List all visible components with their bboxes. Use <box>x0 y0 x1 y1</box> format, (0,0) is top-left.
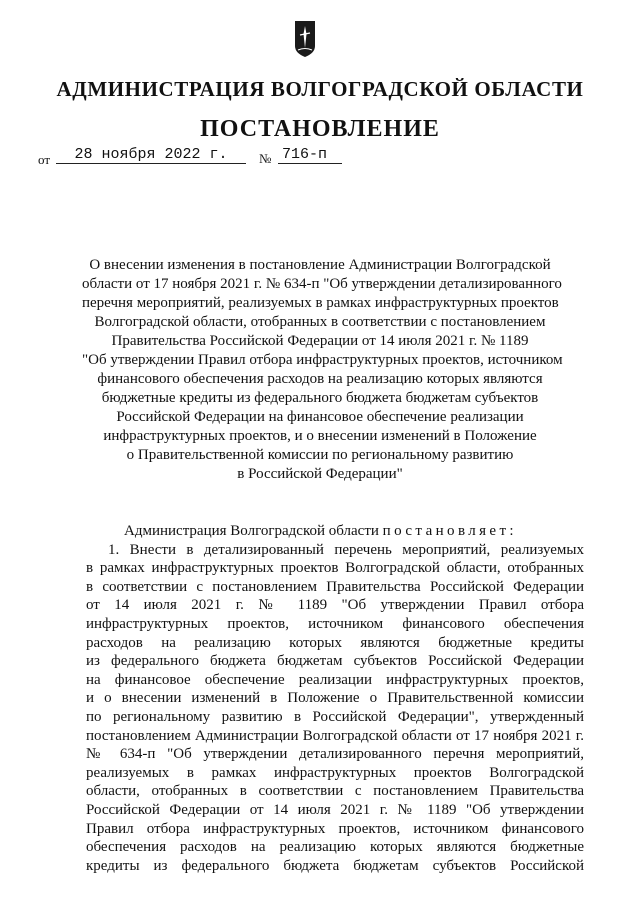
paragraph-line: области, отобранных в соответствии с постановлением Правительства <box>86 783 584 800</box>
date-number-line <box>38 146 338 170</box>
paragraph-line: Правил отбора инфраструктурных проектов, источником финансового <box>86 820 584 837</box>
document-date: 28 ноября 2022 г. <box>56 146 246 164</box>
subject-line: о Правительственной комиссии по региональному развитию <box>126 447 514 463</box>
paragraph-line: 1. Внести в детализированный перечень мероприятий, реализуемых <box>108 541 584 558</box>
subject-line: Волгоградской области, отобранных в соответствии с постановлением <box>94 314 546 330</box>
subject-line: "Об утверждении Правил отбора инфраструктурных проектов, источником <box>82 352 563 368</box>
paragraph-line: инфраструктурных проектов, источником финансового обеспечения <box>86 615 584 632</box>
paragraph-line: от 14 июля 2021 г. № 1189 "Об утверждении Правил отбора <box>86 597 584 614</box>
subject-line: финансового обеспечения расходов на реализацию которых являются <box>97 371 543 387</box>
paragraph-line: реализуемых в рамках инфраструктурных проектов Волгоградской <box>86 764 584 781</box>
resolution-intro <box>86 522 584 541</box>
paragraph-line: расходов на реализацию которых являются бюджетные кредиты <box>86 634 584 651</box>
paragraph-line: из федерального бюджета бюджетам субъектов Российской Федерации <box>86 653 584 670</box>
subject-line: перечня мероприятий, реализуемых в рамках инфраструктурных проектов <box>82 295 559 311</box>
number-prefix: № <box>259 151 272 166</box>
document-body <box>86 522 584 875</box>
intro-action: постановляет: <box>382 523 518 539</box>
intro-text: Администрация Волгоградской области <box>124 523 379 539</box>
subject-line: О внесении изменения в постановление Администрации Волгоградской <box>89 257 551 273</box>
paragraph-line: Российской Федерации от 14 июля 2021 г. № 1189 "Об утверждении <box>86 801 584 818</box>
paragraph-line: на финансовое обеспечение реализации инфраструктурных проектов, <box>86 671 584 688</box>
paragraph-line: обеспечения расходов на реализацию которых являются бюджетные <box>86 839 584 856</box>
paragraph-line: в соответствии с постановлением Правительства Российской Федерации <box>86 578 584 595</box>
paragraph-line: № 634-п "Об утверждении детализированного перечня мероприятий, <box>86 746 584 763</box>
date-prefix: от <box>38 152 51 167</box>
subject-line: в Российской Федерации" <box>237 466 403 482</box>
subject-line: инфраструктурных проектов, и о внесении изменений в Положение <box>103 428 537 444</box>
paragraph-line: постановлением Администрации Волгоградской области от 17 ноября 2021 г. <box>86 727 584 744</box>
document-subject <box>82 256 563 484</box>
document-number: 716-п <box>278 146 342 164</box>
subject-line: бюджетные кредиты из федерального бюджета бюджетам субъектов <box>101 390 539 406</box>
subject-line: Правительства Российской Федерации от 14 июля 2021 г. № 1189 <box>111 333 529 349</box>
document-type-title: ПОСТАНОВЛЕНИЕ <box>200 116 440 142</box>
subject-line: Российской Федерации на финансовое обеспечение реализации <box>116 409 524 425</box>
subject-line: области от 17 ноября 2021 г. № 634-п "Об утверждении детализированного <box>82 276 562 292</box>
coat-of-arms-icon <box>294 20 316 58</box>
paragraph-line: и о внесении изменений в Положение о Правительственной комиссии <box>86 690 584 707</box>
paragraph-1 <box>86 541 584 876</box>
paragraph-line: кредиты из федерального бюджета бюджетам субъектов Российской <box>86 857 584 874</box>
paragraph-line: в рамках инфраструктурных проектов Волгоградской области, отобранных <box>86 560 584 577</box>
paragraph-line: по региональному развитию в Российской Федерации", утвержденный <box>86 708 584 725</box>
organization-title: АДМИНИСТРАЦИЯ ВОЛГОГРАДСКОЙ ОБЛАСТИ <box>56 77 584 101</box>
